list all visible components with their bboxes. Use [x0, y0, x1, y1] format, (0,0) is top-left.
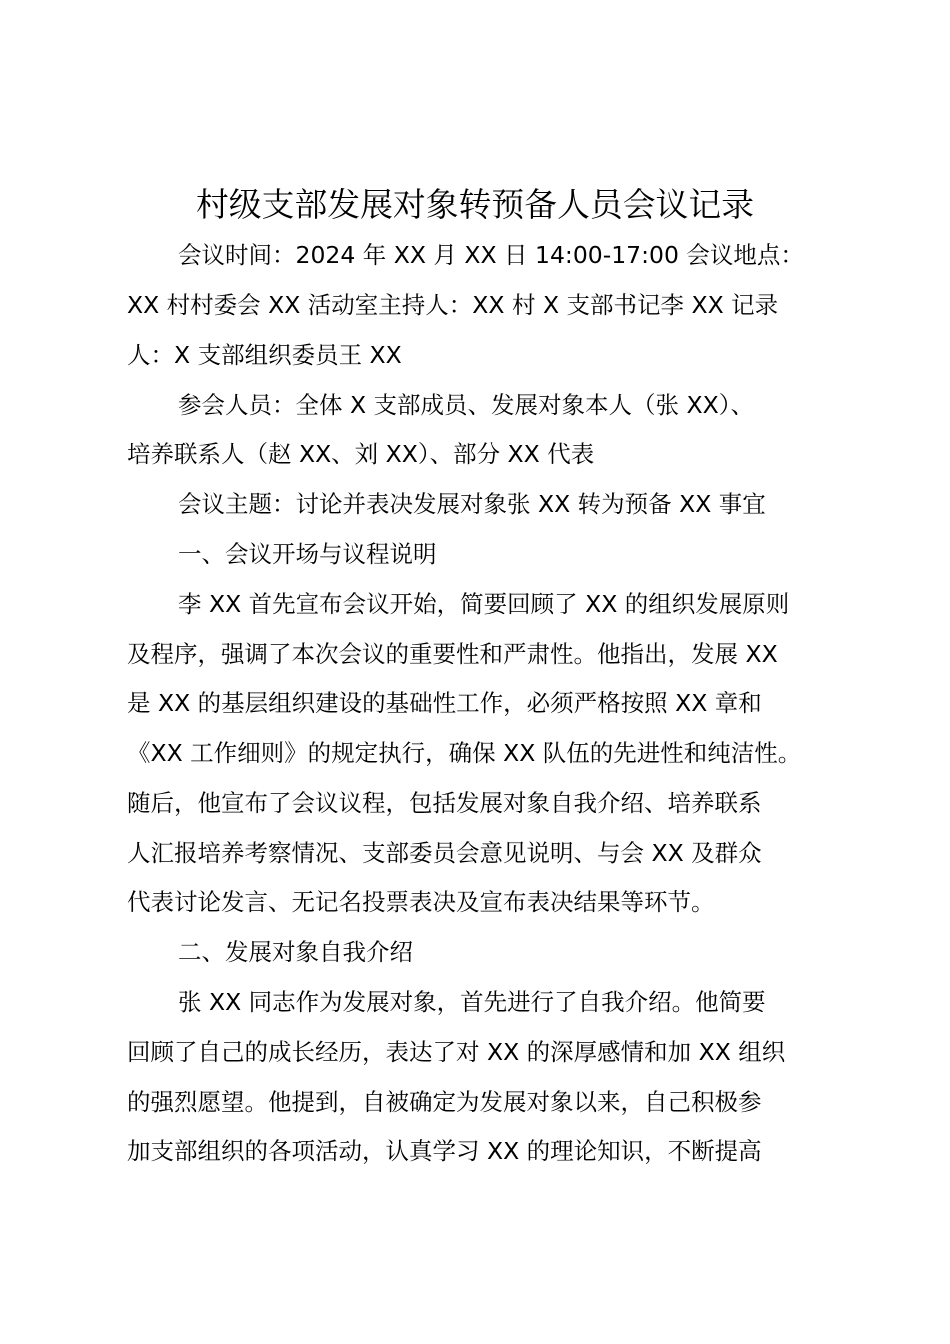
- attendees-line: 参会人员：全体 X 支部成员、发展对象本人（张 XX）、: [178, 391, 754, 419]
- section-heading-1: 一、会议开场与议程说明: [178, 540, 437, 568]
- paragraph-line: 张 XX 同志作为发展对象，首先进行了自我介绍。他简要: [178, 988, 766, 1016]
- meeting-host-line: XX 村村委会 XX 活动室主持人：XX 村 X 支部书记李 XX 记录: [127, 291, 779, 319]
- meeting-topic-line: 会议主题：讨论并表决发展对象张 XX 转为预备 XX 事宜: [178, 490, 766, 518]
- paragraph-line: 《XX 工作细则》的规定执行，确保 XX 队伍的先进性和纯洁性。: [127, 739, 802, 767]
- paragraph-line: 人汇报培养考察情况、支部委员会意见说明、与会 XX 及群众: [127, 839, 762, 867]
- paragraph-line: 回顾了自己的成长经历，表达了对 XX 的深厚感情和加 XX 组织: [127, 1038, 786, 1066]
- paragraph-line: 是 XX 的基层组织建设的基础性工作，必须严格按照 XX 章和: [127, 689, 762, 717]
- paragraph-line: 及程序，强调了本次会议的重要性和严肃性。他指出，发展 XX: [127, 640, 778, 668]
- meeting-recorder-line: 人：X 支部组织委员王 XX: [127, 341, 402, 369]
- section-heading-2: 二、发展对象自我介绍: [178, 938, 413, 966]
- attendees-line-cont: 培养联系人（赵 XX、刘 XX）、部分 XX 代表: [127, 440, 595, 468]
- meeting-time-line: 会议时间：2024 年 XX 月 XX 日 14:00-17:00 会议地点：: [178, 241, 804, 269]
- paragraph-line: 李 XX 首先宣布会议开始，简要回顾了 XX 的组织发展原则: [178, 590, 790, 618]
- paragraph-line: 加支部组织的各项活动，认真学习 XX 的理论知识，不断提高: [127, 1137, 762, 1165]
- document-title: 村级支部发展对象转预备人员会议记录: [195, 185, 755, 224]
- paragraph-line: 代表讨论发言、无记名投票表决及宣布表决结果等环节。: [127, 888, 715, 916]
- paragraph-line: 的强烈愿望。他提到，自被确定为发展对象以来，自己积极参: [127, 1088, 762, 1116]
- paragraph-line: 随后，他宣布了会议议程，包括发展对象自我介绍、培养联系: [127, 789, 762, 817]
